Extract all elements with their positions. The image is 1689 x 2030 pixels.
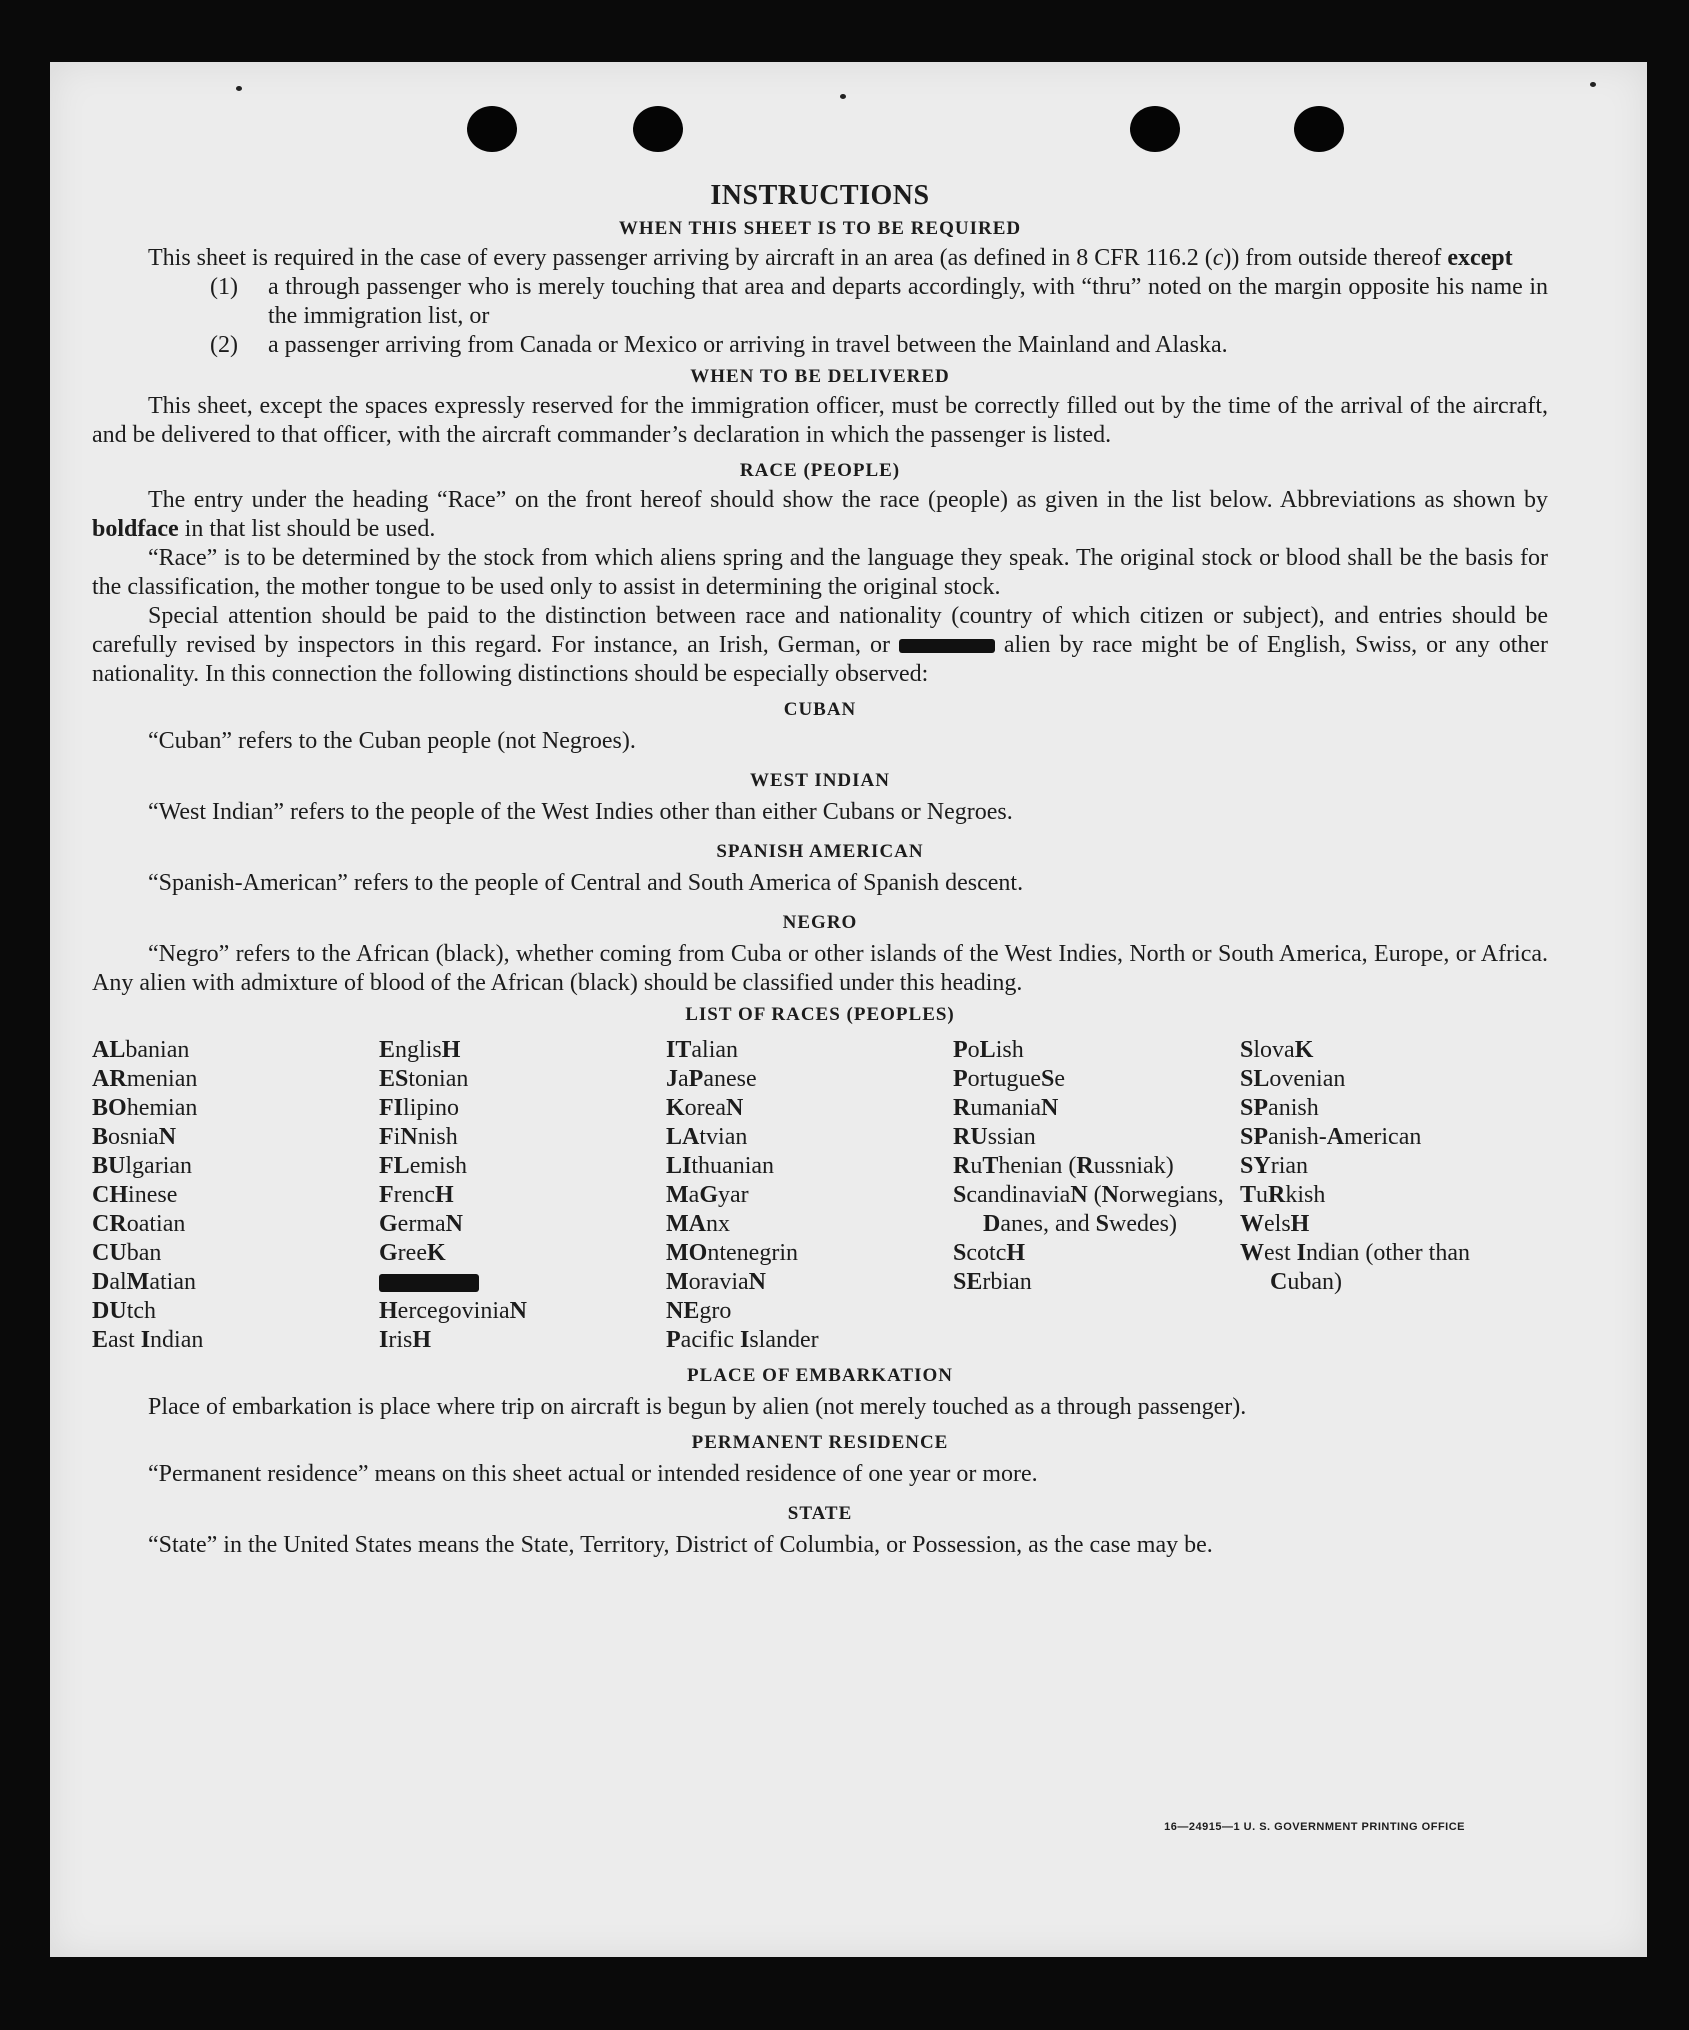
races-column-2 [379,1036,666,1355]
race-paragraph-1: The entry under the heading “Race” on the front hereof should show the race (people) as given in the list below. Abbreviations as shown by boldface in that list should be used. [92,487,1548,542]
race-item: HercegoviniaN [379,1298,527,1324]
race-item: SYrian [1240,1153,1309,1179]
heading-race: RACE (PEOPLE) [739,460,901,481]
negro-text: “Negro” refers to the African (black), whether coming from Cuba or other islands of the West Indies, North or South America, Europe, or Africa. Any alien with admixture of blood of the African (black) should be classified under this heading. [92,941,1548,996]
embarkation-text: Place of embarkation is place where trip on aircraft is begun by alien (not merely touched as a through passenger). [148,1394,1247,1420]
race-item: SLovenian [1240,1066,1346,1092]
races-list [92,1036,1548,1355]
race-item: GreeK [379,1240,446,1266]
race-item-redacted [379,1268,666,1297]
race-item: MaGyar [666,1182,749,1208]
race-item: KoreaN [666,1095,744,1121]
race-item: EStonian [379,1066,469,1092]
heading-west-indian: WEST INDIAN [750,770,890,791]
race-item: ScotcH [953,1240,1026,1266]
race-item: LIthuanian [666,1153,775,1179]
race-paragraph-2: “Race” is to be determined by the stock from which aliens spring and the language they speak. The original stock or blood shall be the basis for the classification, the mother tongue to be used only to assist in determining the original stock. [92,545,1548,600]
race-item: BOhemian [92,1095,198,1121]
page-title: INSTRUCTIONS [710,180,930,211]
race-item: LAtvian [666,1124,748,1150]
race-item: ScandinaviaN (Norwegians, Danes, and Swedes) [953,1182,1224,1237]
delivered-text: This sheet, except the spaces expressly reserved for the immigration officer, must be correctly filled out by the time of the arrival of the aircraft, and be delivered to that officer, with the aircraft commander’s declaration in which the passenger is listed. [92,393,1548,448]
race-item: FIlipino [379,1095,460,1121]
race-item: BUlgarian [92,1153,193,1179]
race-item: NEgro [666,1298,732,1324]
race-item: SPanish [1240,1095,1319,1121]
speck [1590,82,1596,87]
race-item: RuThenian (Russniak) [953,1153,1174,1179]
race-item: RumaniaN [953,1095,1059,1121]
printing-office-code: 16—24915—1 U. S. GOVERNMENT PRINTING OFFICE [1164,1821,1465,1833]
race-item: CUban [92,1240,162,1266]
punch-hole [1294,106,1344,152]
required-item-1: (1) a through passenger who is merely touching that area and departs accordingly, with “thru” noted on the margin opposite his name in the immigration list, or [210,274,1548,329]
race-item: East Indian [92,1327,204,1353]
race-item: CRoatian [92,1211,186,1237]
heading-state: STATE [787,1503,853,1524]
race-item: RUssian [953,1124,1036,1150]
race-item: FrencH [379,1182,454,1208]
cuban-text: “Cuban” refers to the Cuban people (not Negroes). [148,728,636,754]
races-column-4 [953,1036,1240,1355]
document-page [50,62,1647,1957]
race-item: FLemish [379,1153,468,1179]
race-item: DUtch [92,1298,157,1324]
race-item: PortugueSe [953,1066,1066,1092]
races-column-5 [1240,1036,1527,1355]
west-indian-text: “West Indian” refers to the people of the West Indies other than either Cubans or Negroes. [148,799,1013,825]
race-item: PoLish [953,1037,1024,1063]
residence-text: “Permanent residence” means on this sheet actual or intended residence of one year or more. [148,1461,1038,1487]
race-item: MoraviaN [666,1269,766,1295]
race-item: TuRkish [1240,1182,1326,1208]
race-item: WelsH [1240,1211,1310,1237]
race-item: MAnx [666,1211,730,1237]
race-item: CHinese [92,1182,178,1208]
redaction-mark [899,639,995,653]
required-intro: This sheet is required in the case of every passenger arriving by aircraft in an area (as defined in 8 CFR 116.2 (c)) from outside thereof except [148,245,1513,271]
heading-negro: NEGRO [782,912,858,933]
race-item: ITalian [666,1037,739,1063]
heading-embarkation: PLACE OF EMBARKATION [687,1365,953,1386]
race-item: MOntenegrin [666,1240,798,1266]
heading-delivered: WHEN TO BE DELIVERED [690,366,950,387]
heading-list-of-races: LIST OF RACES (PEOPLES) [685,1004,955,1025]
race-item: Pacific Islander [666,1327,819,1353]
race-item: SlovaK [1240,1037,1314,1063]
speck [236,86,242,91]
redaction-mark [379,1274,479,1292]
heading-spanish-american: SPANISH AMERICAN [716,841,924,862]
race-item: FiNnish [379,1124,458,1150]
race-item: GermaN [379,1211,463,1237]
race-item: BosniaN [92,1124,177,1150]
race-item: JaPanese [666,1066,757,1092]
race-item: DalMatian [92,1269,196,1295]
punch-hole [1130,106,1180,152]
race-item: EnglisH [379,1037,461,1063]
race-item: SErbian [953,1269,1032,1295]
races-column-1 [92,1036,379,1355]
heading-cuban: CUBAN [783,699,857,720]
heading-required: WHEN THIS SHEET IS TO BE REQUIRED [618,218,1022,239]
race-item: IrisH [379,1327,432,1353]
punch-hole [633,106,683,152]
race-item: SPanish-American [1240,1124,1422,1150]
speck [840,94,846,99]
required-item-2: (2) a passenger arriving from Canada or Mexico or arriving in travel between the Mainland and Alaska. [210,332,1228,358]
punch-hole [467,106,517,152]
spanish-american-text: “Spanish-American” refers to the people of Central and South America of Spanish descent. [148,870,1024,896]
race-item: ARmenian [92,1066,198,1092]
race-item: ALbanian [92,1037,190,1063]
races-column-3 [666,1036,953,1355]
heading-permanent-residence: PERMANENT RESIDENCE [691,1432,949,1453]
race-paragraph-3: Special attention should be paid to the distinction between race and nationality (country of which citizen or subject), and entries should be carefully revised by inspectors in this regard. For instance, an Irish, German, or alien by race might be of English, Swiss, or any other nationality. In this connection the following distinctions should be especially observed: [92,603,1549,687]
race-item: West Indian (other than Cuban) [1240,1240,1470,1295]
instructions-body [92,180,1548,1560]
state-text: “State” in the United States means the State, Territory, District of Columbia, or Possession, as the case may be. [148,1532,1213,1558]
